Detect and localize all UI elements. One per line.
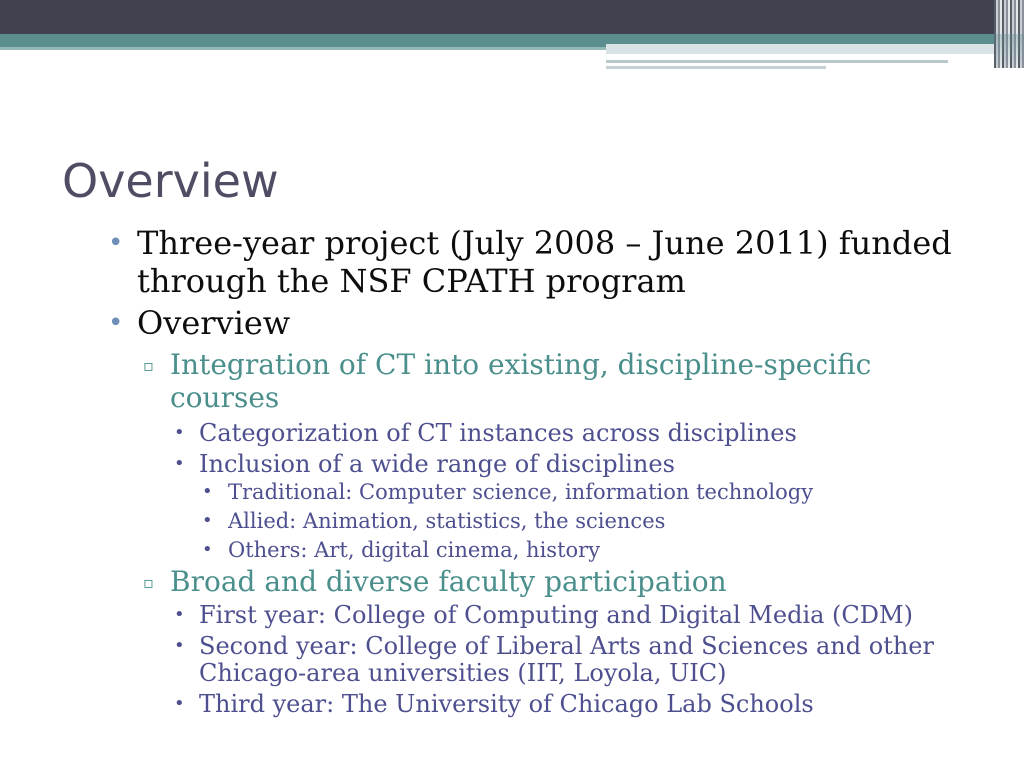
sub-bullet-text: Integration of CT into existing, discipline-specific courses — [170, 348, 872, 414]
small-dot-icon: • — [174, 453, 185, 474]
header-grey-line-1 — [606, 60, 948, 63]
header-light-teal-line — [0, 47, 608, 50]
level4-bullet-traditional — [199, 478, 988, 507]
sub-sub-bullet-text: Inclusion of a wide range of disciplines — [199, 450, 675, 478]
level4-bullet-text: Others: Art, digital cinema, history — [228, 538, 601, 562]
small-dot-icon: • — [174, 422, 185, 443]
small-dot-icon: • — [174, 635, 185, 656]
bullet-text: Overview — [137, 304, 291, 342]
small-dot-icon: • — [174, 604, 185, 625]
bullet-item-project — [108, 224, 988, 300]
sub-sub-bullet-text: Third year: The University of Chicago Lab Schools — [199, 690, 814, 718]
level4-bullet-others — [199, 536, 988, 565]
sub-sub-bullet-text: Second year: College of Liberal Arts and Sciences and other Chicago-area universities (IIT, Loyola, UIC) — [199, 632, 934, 687]
bullet-dot-icon: • — [108, 228, 124, 258]
sub-sub-bullet-inclusion — [170, 451, 988, 478]
small-dot-icon: • — [202, 510, 213, 531]
square-bullet-icon: ▫ — [143, 573, 154, 592]
sub-bullet-faculty — [141, 565, 988, 598]
sub-sub-bullet-categorization — [170, 420, 988, 447]
slide-content — [108, 224, 988, 718]
sub-bullet-integration — [141, 348, 988, 414]
small-dot-icon: • — [202, 481, 213, 502]
level4-bullet-allied — [199, 507, 988, 536]
header-stripes-fade — [994, 34, 1024, 68]
sub-sub-bullet-first-year — [170, 602, 988, 629]
bullet-dot-icon: • — [108, 308, 124, 338]
level4-bullet-text: Allied: Animation, statistics, the sciences — [228, 509, 666, 533]
sub-sub-bullet-third-year — [170, 691, 988, 718]
square-bullet-icon: ▫ — [143, 356, 154, 375]
header-grey-line-2 — [606, 66, 826, 69]
sub-sub-bullet-second-year — [170, 633, 988, 687]
small-dot-icon: • — [202, 539, 213, 560]
level4-bullet-text: Traditional: Computer science, information technology — [228, 480, 814, 504]
small-dot-icon: • — [174, 693, 185, 714]
header-grey-bar — [606, 44, 1024, 54]
header-dark-bar — [0, 0, 1024, 34]
sub-bullet-text: Broad and diverse faculty participation — [170, 565, 727, 598]
slide-title: Overview — [62, 154, 279, 208]
sub-sub-bullet-text: First year: College of Computing and Digital Media (CDM) — [199, 601, 913, 629]
bullet-item-overview — [108, 304, 988, 342]
bullet-text: Three-year project (July 2008 – June 2011) funded through the NSF CPATH program — [137, 224, 952, 300]
sub-sub-bullet-text: Categorization of CT instances across disciplines — [199, 419, 797, 447]
